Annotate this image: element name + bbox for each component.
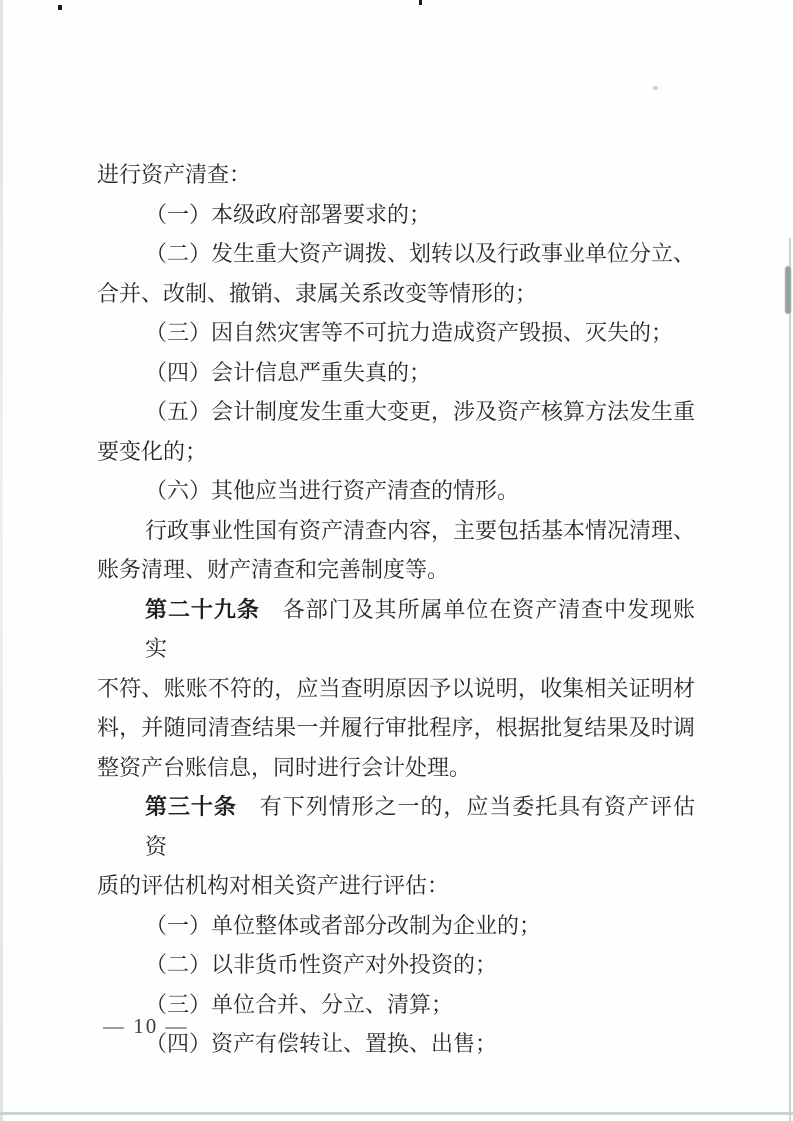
text-line <box>97 590 695 669</box>
text-run: （三）单位合并、分立、清算； <box>145 991 454 1017</box>
text-line <box>97 945 695 985</box>
scan-speck <box>653 86 658 90</box>
text-run: 合并、改制、撤销、隶属关系改变等情形的； <box>97 280 538 306</box>
text-line <box>97 866 695 906</box>
text-run: （四）资产有偿转让、置换、出售； <box>145 1031 498 1056</box>
text-line <box>97 313 695 353</box>
text-run: （三）因自然灾害等不可抗力造成资产毁损、灭失的； <box>145 320 674 345</box>
text-line <box>97 550 695 590</box>
text-run: 行政事业性国有资产清查内容，主要包括基本情况清理、 <box>145 517 696 543</box>
text-run: （六）其他应当进行资产清查的情形。 <box>145 478 520 503</box>
text-run: （五）会计制度发生重大变更，涉及资产核算方法发生重 <box>145 399 696 424</box>
text-run: 整资产台账信息，同时进行会计处理。 <box>97 754 472 780</box>
article-number: 第三十条 <box>145 794 237 819</box>
text-run: （一）单位整体或者部分改制为企业的； <box>145 912 542 938</box>
text-run: 进行资产清查： <box>97 162 252 187</box>
text-line <box>97 511 695 551</box>
text-run: （一）本级政府部署要求的； <box>145 201 432 227</box>
text-line <box>97 392 695 432</box>
text-line <box>97 471 695 511</box>
scan-speck <box>419 0 422 5</box>
article-number: 第二十九条 <box>145 596 260 622</box>
text-line <box>97 708 695 748</box>
text-line <box>97 195 695 235</box>
text-run: （二）发生重大资产调拨、划转以及行政事业单位分立、 <box>145 241 696 266</box>
text-run: 不符、账账不符的，应当查明原因予以说明，收集相关证明材 <box>97 675 695 701</box>
text-line <box>97 155 695 195</box>
text-run: 各部门及其所属单位在资产清查中发现账实 <box>145 596 695 661</box>
scan-edge-left <box>0 0 3 1121</box>
text-run: 要变化的； <box>97 438 208 464</box>
text-line <box>97 274 695 314</box>
text-run: （二）以非货币性资产对外投资的； <box>145 952 498 977</box>
text-run: 料，并随同清查结果一并履行审批程序，根据批复结果及时调 <box>97 715 695 740</box>
text-run: （四）会计信息严重失真的； <box>145 359 432 385</box>
text-line <box>97 234 695 274</box>
scan-blot <box>785 266 791 314</box>
text-run: 有下列情形之一的，应当委托具有资产评估资 <box>145 794 695 859</box>
text-line <box>97 906 695 946</box>
text-line <box>97 748 695 788</box>
text-line <box>97 787 695 866</box>
text-line <box>97 669 695 709</box>
scan-edge-right <box>789 238 791 1121</box>
scan-edge-bottom <box>0 1112 793 1115</box>
document-body <box>97 155 695 1064</box>
text-run: 账务清理、财产清查和完善制度等。 <box>97 557 450 582</box>
text-run: 质的评估机构对相关资产进行评估： <box>97 873 450 898</box>
scan-speck <box>58 5 62 10</box>
page-number: — 10 — <box>103 1014 189 1038</box>
text-line <box>97 432 695 472</box>
text-line <box>97 353 695 393</box>
